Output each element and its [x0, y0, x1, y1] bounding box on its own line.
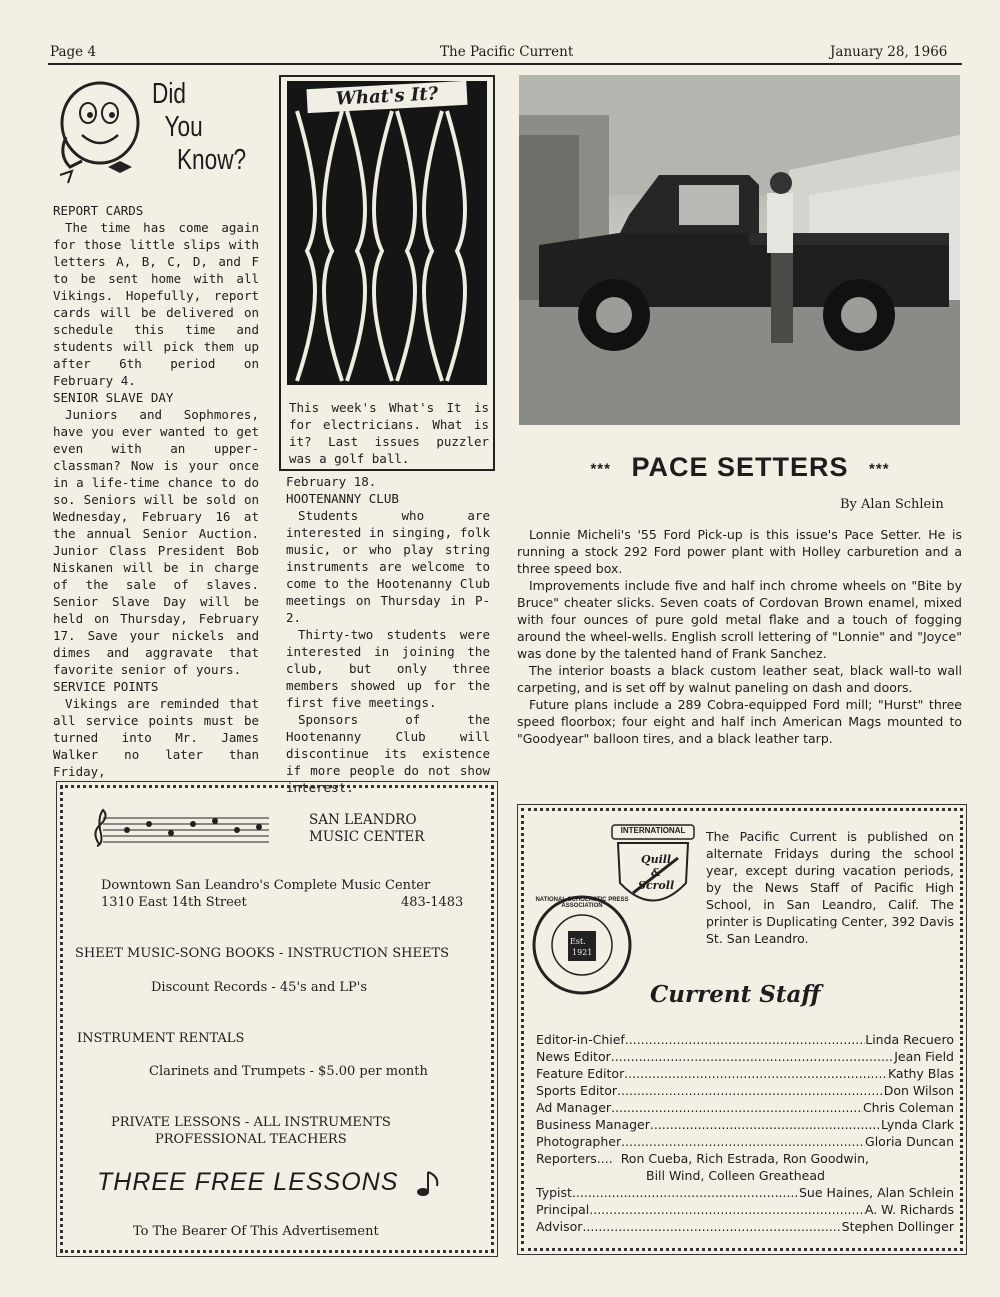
- section-body: Vikings are reminded that all service points must be turned into Mr. James Walker no later than Friday,: [53, 696, 259, 779]
- section-body: The time has come again for those little slips with letters A, B, C, D, and F to be sent home with all Vikings. Hopefully, report cards will be delivered on schedule this time and students will pick them up after 6th period on February 4.: [53, 220, 259, 388]
- ad-line: INSTRUMENT RENTALS: [77, 1031, 245, 1046]
- stars-decoration: ***: [590, 460, 611, 478]
- ad-line: Clarinets and Trumpets - $5.00 per month: [149, 1064, 428, 1079]
- issue-date: January 28, 1966: [830, 44, 948, 60]
- ad-line: SHEET MUSIC-SONG BOOKS - INSTRUCTION SHEETS: [75, 946, 450, 961]
- staff-row: Feature Editor ..... Kathy Blas: [536, 1065, 954, 1082]
- quill-and-scroll-badge: INTERNATIONAL Quill & Scroll: [608, 823, 698, 918]
- ad-address: 1310 East 14th Street: [101, 895, 247, 910]
- staff-row: News Editor ..... Jean Field: [536, 1048, 954, 1065]
- whats-it-image: [287, 81, 487, 385]
- header-rule: [48, 63, 962, 65]
- staff-row: Photographer ..... Gloria Duncan: [536, 1133, 954, 1150]
- music-center-ad: [60, 785, 494, 1253]
- whats-it-title: What's It?: [306, 81, 467, 113]
- whats-it-box: [279, 75, 495, 471]
- staff-row: Editor-in-Chief ..... Linda Recuero: [536, 1031, 954, 1048]
- masthead-box: [521, 808, 963, 1251]
- pace-setters-article: Lonnie Micheli's '55 Ford Pick-up is this issue's Pace Setter. He is running a stock 292 Ford power plant with Holley carburetion and a three speed box. Improvements include five and half inch chrome wheels on "Bite by Bruce" cheater slicks. Seven coats of Cordovan Brown enamel, mixed with four ounces of pure gold metal flake and a touch of fogging around the wheel-wells. English scroll lettering of "Lonnie" and "Joyce" was done by the talented hand of Frank Sanchez. The interior boasts a black custom leather seat, black wall-to wall carpeting, and is set off by walnut paneling on dash and doors. Future plans include a 289 Cobra-equipped Ford mill; "Hurst" three speed floorbox; four eight and half inch American Mags mounted to "Goodyear" balloon tires, and a black leather tarp.: [517, 527, 962, 746]
- staff-title: Current Staff: [650, 981, 821, 1008]
- ad-tagline: Downtown San Leandro's Complete Music Center: [101, 878, 431, 893]
- staff-list: [536, 1031, 954, 1235]
- reporters-row: Bill Wind, Colleen Greathead: [646, 1168, 825, 1183]
- staff-row: Typist ..... Sue Haines, Alan Schlein: [536, 1184, 954, 1201]
- stars-decoration: ***: [869, 460, 890, 478]
- section-heading: HOOTENANNY CLUB: [286, 491, 399, 506]
- section-body: Juniors and Sophmores, have you ever wanted to get even with an upper-classman? Now is your once in a life-time chance to do so. Seniors will be sold on Wednesday, February 16 at the annual Senior Auction. Junior Class President Bob Niskanen will be in charge of the sale of slaves. Senior Slave Day will be held on Thursday, February 17. Save your nickels and dimes and aggravate that favorite senior of yours.: [53, 407, 259, 677]
- pace-setters-title: *** PACE SETTERS ***: [590, 452, 890, 482]
- truck-photo: [519, 75, 960, 425]
- cartoon-face-icon: [52, 75, 152, 185]
- staff-row: Principal ..... A. W. Richards: [536, 1201, 954, 1218]
- staff-row: Advisor ..... Stephen Dollinger: [536, 1218, 954, 1235]
- reporters-row: Reporters.... Ron Cueba, Rich Estrada, Ron Goodwin,: [536, 1151, 869, 1166]
- ad-footer: To The Bearer Of This Advertisement: [133, 1224, 379, 1239]
- music-staff-icon: [89, 808, 274, 848]
- ad-line: Discount Records - 45's and LP's: [151, 980, 368, 995]
- hootenanny-column: February 18. HOOTENANNY CLUB Students who are interested in singing, folk music, or who play string instruments are welcome to come to the Hootenanny Club meetings on Thursday in P-2. Thirty-two students were interested in joining the club, but only three members showed up for the first five meetings. Sponsors of the Hootenanny Club will discontinue its existence if more people do not show interest.: [286, 474, 490, 795]
- section-heading: SENIOR SLAVE DAY: [53, 390, 174, 405]
- ad-line: PROFESSIONAL TEACHERS: [155, 1132, 347, 1147]
- staff-row: Business Manager ..... Lynda Clark: [536, 1116, 954, 1133]
- did-you-know-column: [53, 202, 259, 780]
- ad-line: PRIVATE LESSONS - ALL INSTRUMENTS: [111, 1115, 391, 1130]
- byline: By Alan Schlein: [840, 497, 944, 512]
- press-association-seal: NATIONAL SCHOLASTIC PRESS ASSOCIATION Est. 1921: [530, 893, 634, 997]
- paper-name: The Pacific Current: [440, 44, 574, 60]
- music-note-icon: [415, 1168, 445, 1198]
- ad-headline: THREE FREE LESSONS: [97, 1168, 399, 1196]
- page-number: Page 4: [50, 44, 97, 60]
- section-heading: REPORT CARDS: [53, 203, 144, 218]
- store-name: SAN LEANDRO MUSIC CENTER: [309, 812, 425, 845]
- ad-phone: 483-1483: [401, 895, 464, 910]
- staff-row: Sports Editor ..... Don Wilson: [536, 1082, 954, 1099]
- whats-it-caption: This week's What's It is for electricians. What is it? Last issues puzzler was a golf ball.: [289, 400, 489, 466]
- masthead-intro: The Pacific Current is published on alternate Fridays during the school year, except during vacation periods, by the News Staff of Pacific High School, in San Leandro, Calif. The printer is Duplicating Center, 392 Davis St. San Leandro.: [706, 829, 954, 946]
- section-heading: SERVICE POINTS: [53, 679, 159, 694]
- did-you-know-title: Did You Know?: [152, 78, 247, 176]
- staff-row: Ad Manager ..... Chris Coleman: [536, 1099, 954, 1116]
